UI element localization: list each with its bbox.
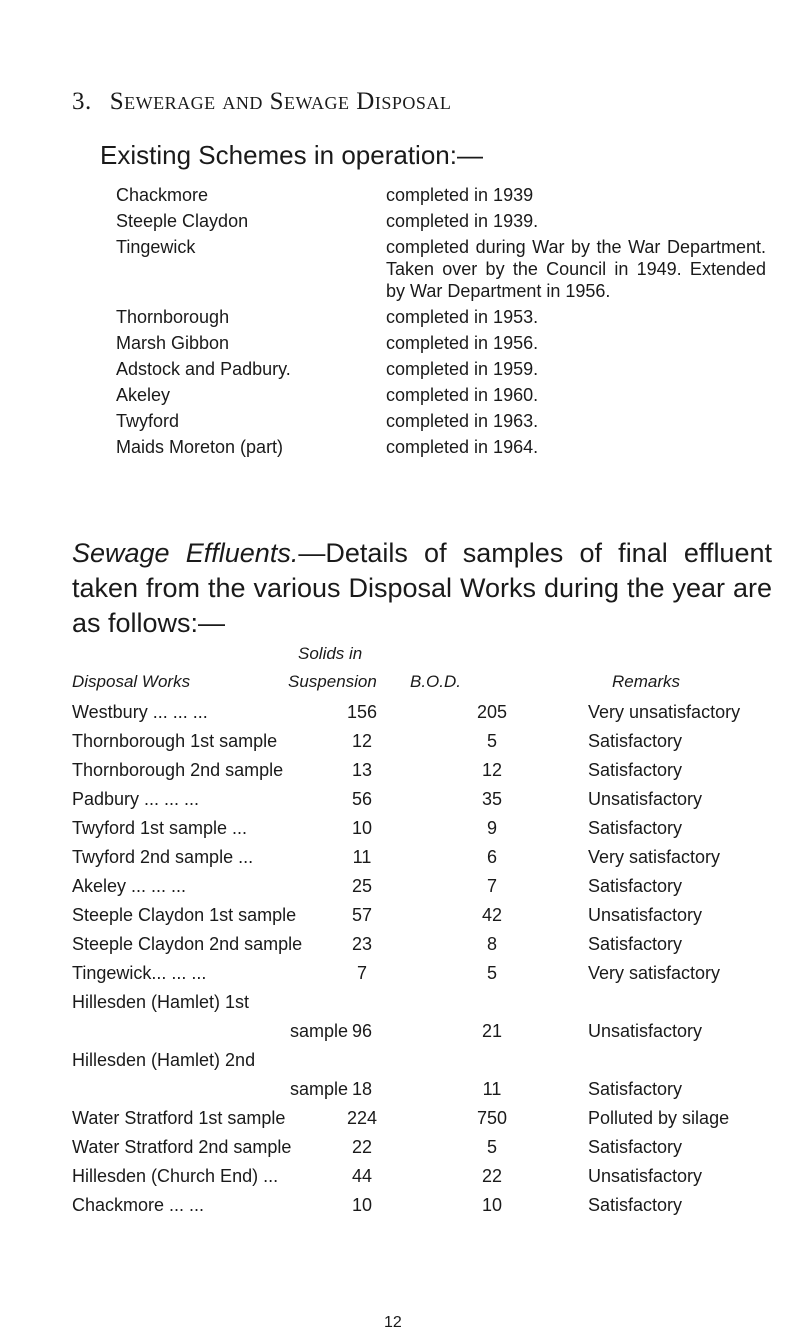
cell-solids: 10	[351, 1195, 373, 1215]
scheme-status: completed during War by the War Department. Taken over by the Council in 1949. Extended by War Department in 1956.	[386, 237, 766, 301]
header-solids-line2: Suspension	[288, 672, 377, 691]
scheme-place: Adstock and Padbury.	[116, 359, 291, 379]
scheme-status: completed in 1939.	[386, 211, 539, 231]
cell-works: Chackmore ... ...	[72, 1195, 205, 1215]
cell-solids: 56	[351, 789, 373, 809]
cell-remarks: Satisfactory	[588, 934, 683, 954]
table-row	[72, 963, 792, 992]
cell-works: Westbury ... ... ...	[72, 702, 208, 722]
cell-solids: 224	[346, 1108, 378, 1128]
existing-schemes-heading: Existing Schemes in operation:—	[100, 140, 483, 170]
header-bod: B.O.D.	[410, 672, 462, 691]
table-row	[72, 789, 792, 818]
cell-solids: 25	[351, 876, 373, 896]
scheme-status: completed in 1964.	[386, 437, 539, 457]
cell-solids: 44	[351, 1166, 373, 1186]
scheme-place: Akeley	[116, 385, 171, 405]
table-row	[72, 1166, 792, 1195]
table-row	[72, 1195, 792, 1224]
header-works: Disposal Works	[72, 672, 191, 691]
scheme-place: Marsh Gibbon	[116, 333, 230, 353]
cell-works: Water Stratford 2nd sample	[72, 1137, 292, 1157]
table-row	[72, 992, 792, 1050]
table-row	[72, 876, 792, 905]
header-remarks: Remarks	[612, 672, 681, 691]
schemes-list	[116, 184, 766, 462]
list-item	[116, 306, 766, 328]
table-row	[72, 818, 792, 847]
cell-bod: 5	[486, 963, 497, 983]
table-row	[72, 934, 792, 963]
section-number: 3.	[72, 88, 92, 115]
page-number: 12	[384, 1314, 402, 1331]
table-row	[72, 1108, 792, 1137]
cell-remarks: Unsatisfactory	[588, 1166, 703, 1186]
cell-bod: 8	[486, 934, 497, 954]
table-row	[72, 1050, 792, 1108]
table-row	[72, 731, 792, 760]
list-item	[116, 184, 766, 206]
cell-solids: 96	[351, 1021, 373, 1041]
cell-bod: 10	[481, 1195, 503, 1215]
cell-works: Tingewick... ... ...	[72, 963, 207, 983]
cell-remarks: Satisfactory	[588, 876, 683, 896]
effluents-lead: Sewage Effluents.	[72, 538, 299, 568]
scheme-place: Twyford	[116, 411, 180, 431]
effluents-text: —Details of samples of final effluent taken from the various Disposal Works during the year are as follows:—	[72, 538, 772, 638]
cell-solids: 10	[351, 818, 373, 838]
scheme-status: completed in 1960.	[386, 385, 539, 405]
cell-bod: 6	[486, 847, 497, 867]
cell-solids: 7	[356, 963, 367, 983]
cell-remarks: Satisfactory	[588, 731, 683, 751]
list-item	[116, 236, 766, 302]
cell-remarks: Unsatisfactory	[588, 905, 703, 925]
cell-bod: 42	[481, 905, 503, 925]
cell-solids: 57	[351, 905, 373, 925]
cell-works: Hillesden (Church End) ...	[72, 1166, 279, 1186]
table-row	[72, 760, 792, 789]
cell-works: Thornborough 2nd sample	[72, 760, 284, 780]
cell-works: Twyford 2nd sample ...	[72, 847, 254, 867]
scheme-place: Chackmore	[116, 185, 209, 205]
cell-works-continued: sample	[289, 1079, 348, 1099]
section-heading	[72, 88, 451, 116]
list-item	[116, 410, 766, 432]
cell-remarks: Unsatisfactory	[588, 789, 703, 809]
cell-solids: 18	[351, 1079, 373, 1099]
cell-remarks: Satisfactory	[588, 818, 683, 838]
cell-works: Akeley ... ... ...	[72, 876, 187, 896]
table-row	[72, 1137, 792, 1166]
scheme-place: Steeple Claydon	[116, 211, 249, 231]
cell-works: Hillesden (Hamlet) 2nd	[72, 1050, 256, 1070]
cell-bod: 750	[476, 1108, 508, 1128]
list-item	[116, 210, 766, 232]
scheme-status: completed in 1963.	[386, 411, 539, 431]
cell-remarks: Satisfactory	[588, 1137, 683, 1157]
cell-bod: 9	[486, 818, 497, 838]
cell-works-continued: sample	[289, 1021, 348, 1041]
cell-solids: 11	[352, 847, 372, 867]
cell-bod: 22	[481, 1166, 503, 1186]
scheme-status: completed in 1956.	[386, 333, 539, 353]
table-row	[72, 847, 792, 876]
cell-solids: 22	[351, 1137, 373, 1157]
scheme-place: Tingewick	[116, 237, 196, 257]
cell-works: Padbury ... ... ...	[72, 789, 200, 809]
cell-remarks: Satisfactory	[588, 760, 683, 780]
cell-remarks: Very satisfactory	[588, 963, 721, 983]
cell-remarks: Very satisfactory	[588, 847, 721, 867]
cell-remarks: Unsatisfactory	[588, 1021, 703, 1041]
cell-solids: 23	[351, 934, 373, 954]
scheme-status: completed in 1953.	[386, 307, 539, 327]
cell-bod: 7	[486, 876, 497, 896]
cell-bod: 12	[481, 760, 503, 780]
list-item	[116, 436, 766, 458]
cell-works: Twyford 1st sample ...	[72, 818, 248, 838]
cell-remarks: Satisfactory	[588, 1079, 683, 1099]
cell-works: Steeple Claydon 1st sample	[72, 905, 297, 925]
cell-bod: 11	[482, 1079, 502, 1099]
cell-bod: 21	[481, 1021, 503, 1041]
cell-remarks: Very unsatisfactory	[588, 702, 741, 722]
cell-solids: 12	[351, 731, 373, 751]
header-solids-line1: Solids in	[298, 644, 363, 663]
cell-bod: 5	[486, 731, 497, 751]
list-item	[116, 332, 766, 354]
cell-bod: 205	[476, 702, 508, 722]
scheme-status: completed in 1939	[386, 185, 534, 205]
list-item	[116, 358, 766, 380]
cell-works: Hillesden (Hamlet) 1st	[72, 992, 250, 1012]
cell-remarks: Polluted by silage	[588, 1108, 730, 1128]
cell-works: Thornborough 1st sample	[72, 731, 278, 751]
section-title: Sewerage and Sewage Disposal	[109, 88, 452, 115]
cell-solids: 156	[346, 702, 378, 722]
cell-bod: 35	[481, 789, 503, 809]
effluents-paragraph	[72, 536, 772, 641]
cell-works: Water Stratford 1st sample	[72, 1108, 286, 1128]
cell-solids: 13	[351, 760, 373, 780]
scheme-place: Maids Moreton (part)	[116, 437, 284, 457]
cell-works: Steeple Claydon 2nd sample	[72, 934, 303, 954]
table-row	[72, 702, 792, 731]
list-item	[116, 384, 766, 406]
scheme-place: Thornborough	[116, 307, 230, 327]
table-row	[72, 905, 792, 934]
scheme-status: completed in 1959.	[386, 359, 539, 379]
cell-bod: 5	[486, 1137, 497, 1157]
cell-remarks: Satisfactory	[588, 1195, 683, 1215]
effluent-table	[72, 702, 792, 1224]
